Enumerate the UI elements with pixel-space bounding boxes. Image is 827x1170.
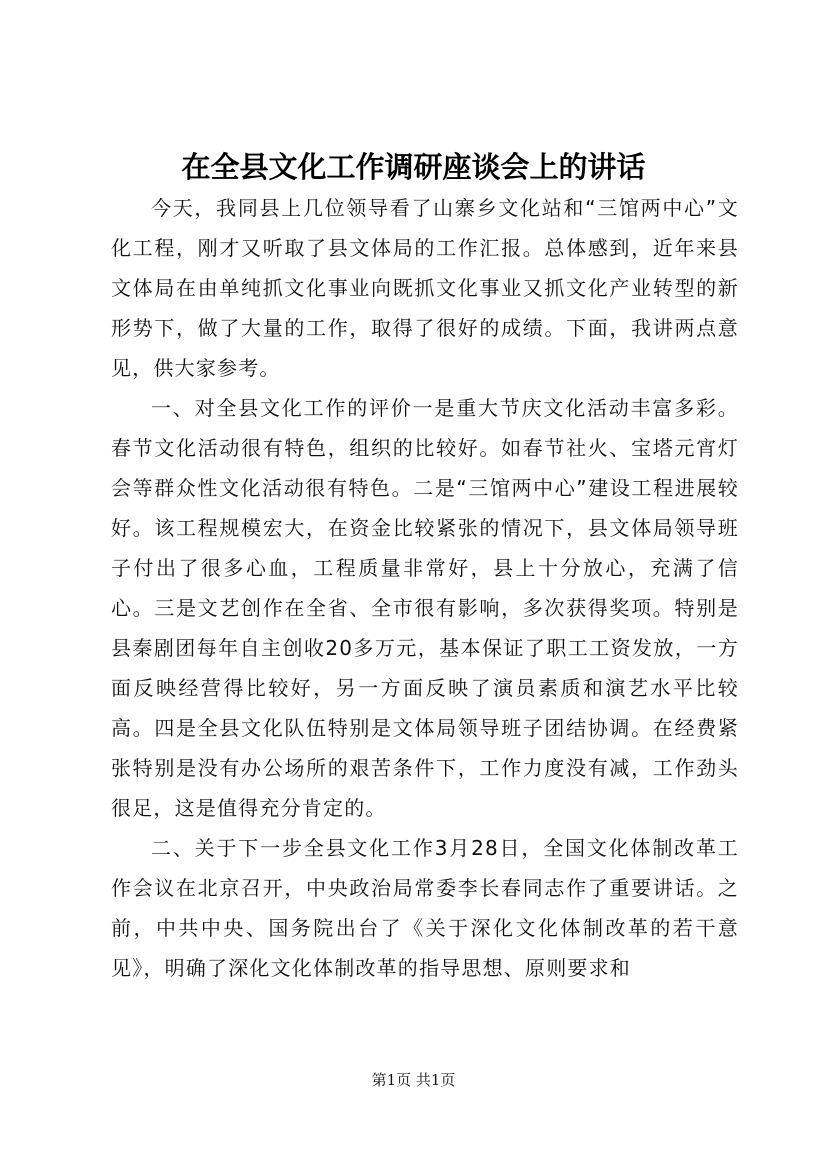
- paragraph-evaluation: 一、对全县文化工作的评价一是重大节庆文化活动丰富多彩。春节文化活动很有特色，组织的比较好。如春节社火、宝塔元宵灯会等群众性文化活动很有特色。二是“三馆两中心”建设工程进展较好。该工程规模宏大，在资金比较紧张的情况下，县文体局领导班子付出了很多心血，工程质量非常好，县上十分放心，充满了信心。三是文艺创作在全省、全市很有影响，多次获得奖项。特别是县秦剧团每年自主创收20多万元，基本保证了职工工资发放，一方面反映经营得比较好，另一方面反映了演员素质和演艺水平比较高。四是全县文化队伍特别是文体局领导班子团结协调。在经费紧张特别是没有办公场所的艰苦条件下，工作力度没有减，工作劲头很足，这是值得充分肯定的。: [111, 396, 739, 820]
- document-title: 在全县文化工作调研座谈会上的讲话: [181, 150, 646, 184]
- page-footer: 第1页 共1页: [371, 1071, 456, 1089]
- document-body: [111, 188, 739, 988]
- paragraph-next-steps: 二、关于下一步全县文化工作3月28日，全国文化体制改革工作会议在北京召开，中央政治局常委李长春同志作了重要讲话。之前，中共中央、国务院出台了《关于深化文化体制改革的若干意见》，明确了深化文化体制改革的指导思想、原则要求和: [111, 836, 739, 980]
- paragraph-intro: 今天，我同县上几位领导看了山寨乡文化站和“三馆两中心”文化工程，刚才又听取了县文体局的工作汇报。总体感到，近年来县文体局在由单纯抓文化事业向既抓文化事业又抓文化产业转型的新形势下，做了大量的工作，取得了很好的成绩。下面，我讲两点意见，供大家参考。: [111, 196, 739, 380]
